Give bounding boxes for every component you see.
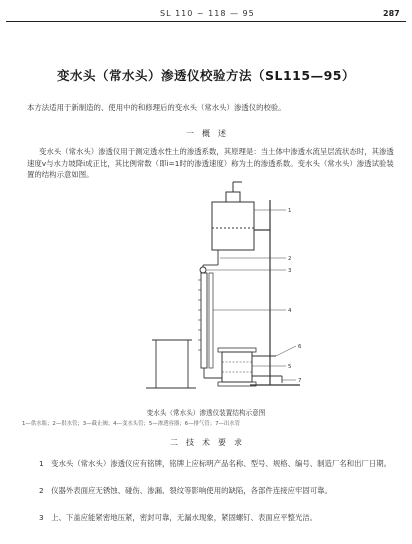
page-number: 287 (383, 9, 400, 18)
variable-head-tube (198, 273, 213, 368)
supply-tube (203, 250, 218, 268)
overview-paragraph: 变水头（常水头）渗透仪用于测定透水性土的渗透系数，其原理是：当土体中渗透水流呈层流状态时，其渗透速度v与水力坡降i成正比，其比例常数（即i=1时的渗透速度）称为土的渗透系数。变水头（常水头）渗透试验装置的结构示意如图。 (27, 147, 394, 180)
label-3: 3 (288, 268, 292, 274)
section-heading-overview-text: 一 概 述 (186, 129, 226, 138)
label-7: 7 (298, 378, 302, 384)
label-6: 6 (298, 344, 302, 350)
label-2: 2 (288, 256, 292, 262)
figure-caption: 变水头（常水头）渗透仪装置结构示意图 (146, 409, 266, 417)
label-5: 5 (288, 364, 292, 370)
part-labels (206, 210, 296, 380)
bench (146, 340, 196, 388)
scope-paragraph: 本方法适用于新制造的、使用中的和修理后的变水头（常水头）渗透仪的校验。 (27, 103, 286, 112)
section-heading-technical-requirements-text: 二 技 术 要 求 (170, 438, 242, 447)
figure-legend: 1—供水瓶；2—供水管；3—截止阀；4—变水头管；5—渗透容器；6—排气管；7—出水管 (22, 421, 241, 427)
permeameter-cell (218, 348, 256, 386)
supply-bottle (212, 182, 254, 250)
apparatus-diagram (100, 180, 330, 405)
requirement-item: 3 上、下盖应能紧密地压紧，密封可靠，无漏水现象，紧固螺钉、表面应平整光洁。 (39, 513, 318, 522)
section-heading-overview (0, 128, 412, 139)
label-4: 4 (288, 308, 292, 314)
support-stand (250, 200, 300, 385)
document-title: 变水头（常水头）渗透仪校验方法（SL115—95） (57, 68, 355, 83)
connecting-pipe (204, 368, 222, 378)
requirement-item: 2 仪器外表面应无锈蚀、碰伤、渗漏、裂纹等影响使用的缺陷，各部件连接应牢固可靠。 (39, 486, 332, 495)
header-rule (6, 21, 406, 22)
stop-valve (200, 267, 206, 273)
section-heading-technical-requirements (0, 437, 412, 448)
label-1: 1 (288, 208, 292, 214)
outlet-pipes (252, 356, 282, 383)
requirement-item: 1 变水头（常水头）渗透仪应有铭牌，铭牌上应标明产品名称、型号、规格、编号、制造厂名和出厂日期。 (39, 459, 392, 468)
running-head: SL 110 ~ 118 — 95 (160, 9, 255, 18)
